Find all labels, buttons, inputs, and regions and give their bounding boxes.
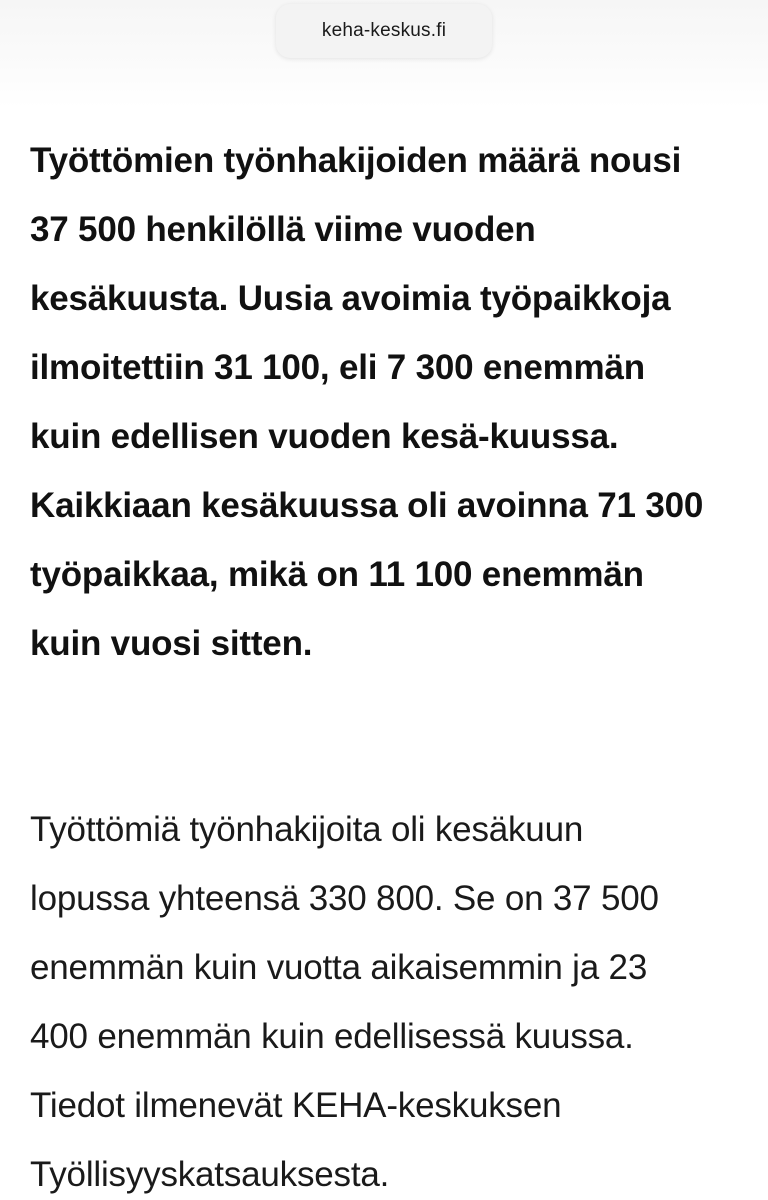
paragraph-line: työpaikkaa, mikä on 11 100 enemmän	[30, 555, 644, 594]
paragraph-line: Työllisyyskatsauksesta.	[30, 1155, 390, 1194]
paragraph-line: 37 500 henkilöllä viime vuoden	[30, 210, 536, 249]
paragraph-line: Kaikkiaan kesäkuussa oli avoinna 71 300	[30, 486, 704, 525]
url-text: keha-keskus.fi	[321, 20, 447, 41]
paragraph-line: Työttömien työnhakijoiden määrä nousi	[30, 141, 682, 180]
paragraph-line: kuin edellisen vuoden kesä-kuussa.	[30, 417, 619, 456]
paragraph-line: enemmän kuin vuotta aikaisemmin ja 23	[30, 948, 648, 987]
paragraph-line: Tiedot ilmenevät KEHA-keskuksen	[30, 1086, 562, 1125]
address-bar[interactable]	[276, 4, 492, 58]
paragraph-line: Työttömiä työnhakijoita oli kesäkuun	[30, 810, 584, 849]
paragraph-line: lopussa yhteensä 330 800. Se on 37 500	[30, 879, 659, 918]
article-paragraph-2	[30, 795, 730, 1200]
paragraph-line: kesäkuusta. Uusia avoimia työpaikkoja	[30, 279, 671, 318]
paragraph-line: kuin vuosi sitten.	[30, 624, 313, 663]
paragraph-line: ilmoitettiin 31 100, eli 7 300 enemmän	[30, 348, 645, 387]
article-content	[30, 126, 730, 1200]
article-paragraph-1	[30, 126, 730, 678]
paragraph-line: 400 enemmän kuin edellisessä kuussa.	[30, 1017, 634, 1056]
browser-top-bar	[0, 0, 768, 108]
